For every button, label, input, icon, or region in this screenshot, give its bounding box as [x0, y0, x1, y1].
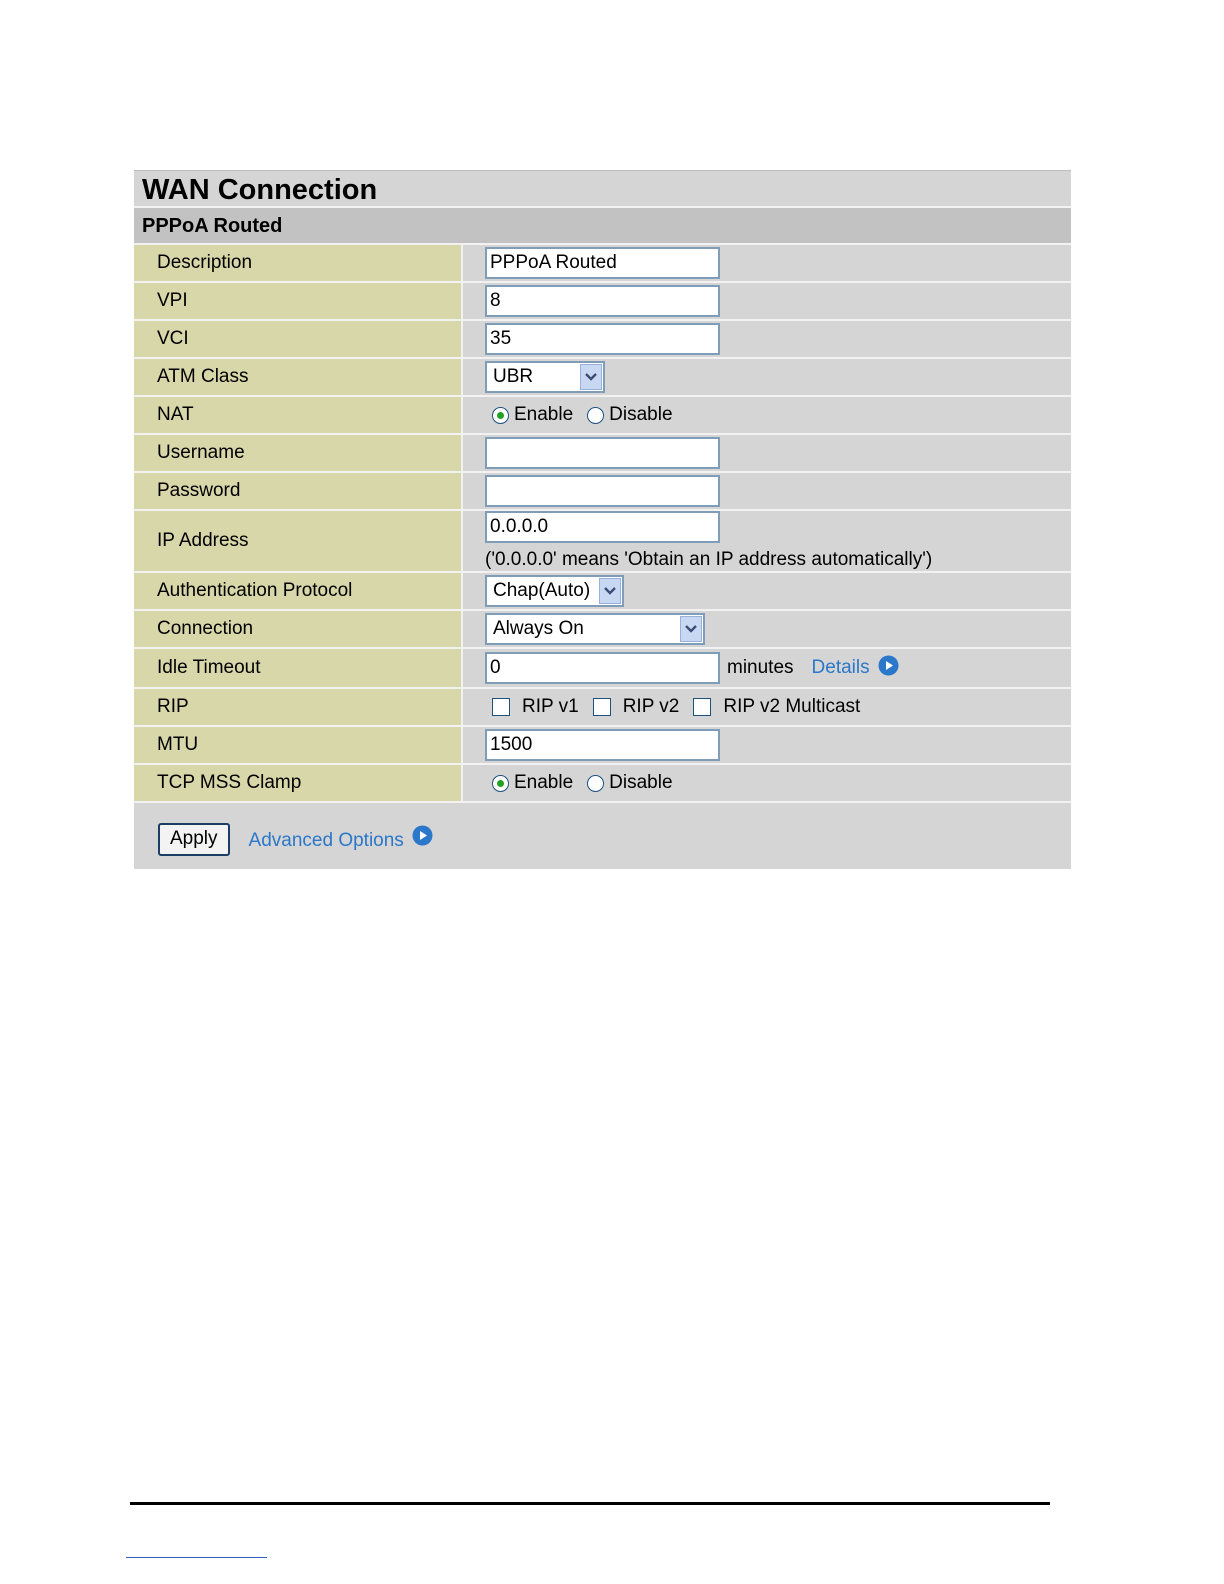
idle-timeout-unit: minutes [727, 657, 794, 678]
tcp-mss-clamp-label: TCP MSS Clamp [134, 765, 463, 801]
action-bar [134, 803, 1071, 869]
row-ip-address [134, 511, 1071, 573]
nat-enable-radio[interactable] [492, 404, 573, 426]
rip-v2-multicast-checkbox[interactable] [693, 696, 860, 718]
radio-selected-icon[interactable] [492, 407, 509, 424]
idle-timeout-input[interactable]: 0 [485, 652, 720, 684]
rip-v2-multicast-label: RIP v2 Multicast [723, 696, 861, 717]
description-label: Description [134, 245, 463, 281]
nat-enable-label: Enable [514, 404, 574, 425]
play-circle-icon[interactable] [412, 825, 433, 851]
ip-address-input[interactable]: 0.0.0.0 [485, 511, 720, 543]
password-input[interactable] [485, 475, 720, 507]
wan-connection-panel [134, 170, 1071, 869]
play-circle-icon[interactable] [878, 655, 899, 682]
tcp-mss-disable-radio[interactable] [587, 772, 672, 794]
apply-button[interactable]: Apply [158, 823, 230, 856]
rip-v2-label: RIP v2 [622, 696, 680, 717]
row-password [134, 473, 1071, 511]
connection-label: Connection [134, 611, 463, 647]
description-input[interactable]: PPPoA Routed [485, 247, 720, 279]
auth-protocol-label: Authentication Protocol [134, 573, 463, 609]
nat-label: NAT [134, 397, 463, 433]
vci-input[interactable]: 35 [485, 323, 720, 355]
row-nat [134, 397, 1071, 435]
password-label: Password [134, 473, 463, 509]
radio-unselected-icon[interactable] [587, 407, 604, 424]
mtu-label: MTU [134, 727, 463, 763]
connection-value: Always On [493, 618, 584, 639]
mtu-input[interactable]: 1500 [485, 729, 720, 761]
tcp-mss-enable-radio[interactable] [492, 772, 573, 794]
advanced-options-link[interactable]: Advanced Options [248, 830, 404, 851]
vpi-input[interactable]: 8 [485, 285, 720, 317]
atm-class-select[interactable] [485, 361, 605, 393]
footer-underline [126, 1557, 267, 1558]
auth-protocol-select[interactable] [485, 575, 624, 607]
row-username [134, 435, 1071, 473]
idle-timeout-label: Idle Timeout [134, 649, 463, 687]
tcp-mss-enable-label: Enable [514, 772, 574, 793]
checkbox-unchecked-icon[interactable] [693, 698, 711, 716]
row-mtu [134, 727, 1071, 765]
vpi-label: VPI [134, 283, 463, 319]
username-input[interactable] [485, 437, 720, 469]
username-label: Username [134, 435, 463, 471]
nat-disable-label: Disable [609, 404, 673, 425]
checkbox-unchecked-icon[interactable] [593, 698, 611, 716]
ip-address-label: IP Address [134, 511, 463, 571]
page-title: WAN Connection [134, 170, 1071, 208]
page-divider [130, 1502, 1050, 1505]
row-description [134, 245, 1071, 283]
chevron-down-icon[interactable] [599, 578, 621, 604]
row-auth-protocol [134, 573, 1071, 611]
row-atm-class [134, 359, 1071, 397]
atm-class-label: ATM Class [134, 359, 463, 395]
radio-unselected-icon[interactable] [587, 775, 604, 792]
row-vpi [134, 283, 1071, 321]
row-rip [134, 689, 1071, 727]
chevron-down-icon[interactable] [580, 364, 602, 390]
row-connection [134, 611, 1071, 649]
rip-v1-label: RIP v1 [522, 696, 579, 717]
checkbox-unchecked-icon[interactable] [492, 698, 510, 716]
details-link[interactable]: Details [811, 657, 870, 678]
connection-select[interactable] [485, 613, 705, 645]
row-idle-timeout [134, 649, 1071, 689]
auth-protocol-value: Chap(Auto) [493, 580, 591, 601]
rip-label: RIP [134, 689, 463, 725]
row-vci [134, 321, 1071, 359]
row-tcp-mss-clamp [134, 765, 1071, 803]
nat-disable-radio[interactable] [587, 404, 672, 426]
tcp-mss-disable-label: Disable [609, 772, 673, 793]
atm-class-value: UBR [493, 366, 534, 387]
rip-v2-checkbox[interactable] [593, 696, 680, 718]
rip-v1-checkbox[interactable] [492, 696, 579, 718]
section-title: PPPoA Routed [134, 208, 1071, 245]
vci-label: VCI [134, 321, 463, 357]
radio-selected-icon[interactable] [492, 775, 509, 792]
chevron-down-icon[interactable] [680, 616, 702, 642]
ip-address-hint: ('0.0.0.0' means 'Obtain an IP address automatically') [485, 549, 933, 570]
